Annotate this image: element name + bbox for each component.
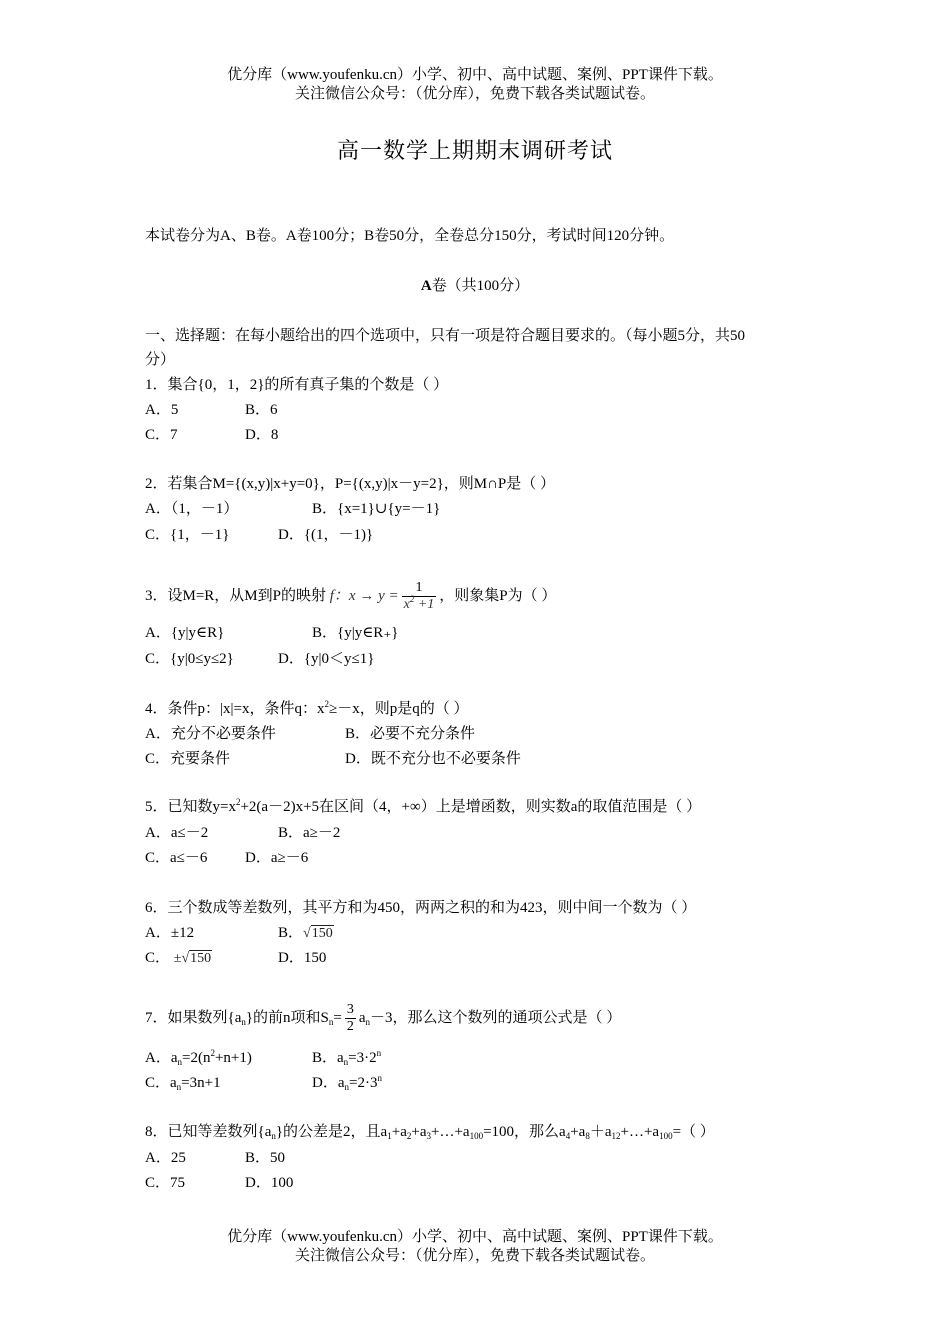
q7-a-sub: n <box>177 1057 182 1067</box>
q8-p1: 8．已知等差数列{a <box>145 1124 272 1140</box>
q1-option-c: C．7 <box>145 427 178 443</box>
q8-sub-3: 3 <box>426 1131 431 1141</box>
q2-option-b: B．{x=1}∪{y=－1} <box>312 501 441 517</box>
q5-option-a: A．a≤－2 <box>145 825 209 841</box>
q2-option-c: C．{1，－1} <box>145 527 230 543</box>
q8-plus-4: ＋a <box>589 1124 612 1140</box>
part1-instructions-line1: 一、选择题：在每小题给出的四个选项中，只有一项是符合题目要求的。（每小题5分，共50 <box>145 328 746 344</box>
q7-fraction <box>345 1002 356 1035</box>
q5-stem <box>145 797 701 817</box>
q7-option-d <box>312 1073 382 1093</box>
q4-stem <box>145 699 468 719</box>
q1-option-d: D．8 <box>245 427 279 443</box>
q7-a-mid: =2(n <box>182 1050 211 1066</box>
q6-option-c-radicand: 150 <box>190 951 212 966</box>
q7-fraction-denominator: 2 <box>346 1019 354 1035</box>
q8-dots-2: +…+a <box>620 1124 660 1140</box>
q3-stem-pre: 3．设M=R，从M到P的映射 <box>145 588 326 604</box>
q7-stem-p2: }的前n项和S <box>245 1010 329 1026</box>
q3-option-c: C．{y|0≤y≤2} <box>145 651 234 667</box>
q6-option-c <box>145 948 212 969</box>
q2-option-a: A．（1，－1） <box>145 501 239 517</box>
q7-option-a <box>145 1048 252 1068</box>
q8-sub-100a: 100 <box>469 1131 484 1141</box>
q3-option-b: B．{y|y∈R₊} <box>312 625 399 641</box>
q8-sub-4: 4 <box>565 1131 571 1141</box>
q4-option-d: D．既不充分也不必要条件 <box>345 751 521 767</box>
q6-option-a: A．±12 <box>145 925 195 941</box>
q1-stem: 1．集合{0，1，2}的所有真子集的个数是（ ） <box>145 377 449 393</box>
q7-b-mid: =3·2 <box>348 1050 377 1066</box>
q7-b-sub: n <box>343 1057 349 1067</box>
q7-d-sub: n <box>344 1082 349 1092</box>
section-a-heading <box>0 276 950 296</box>
q6-stem: 6．三个数成等差数列，其平方和为450，两两之积的和为423，则中间一个数为（ ） <box>145 900 697 916</box>
q7-option-b <box>312 1048 381 1068</box>
q2-stem: 2．若集合M={(x,y)|x+y=0}，P={(x,y)|x－y=2}，则M∩P是（ ） <box>145 476 556 492</box>
header-line-1: 优分库（www.youfenku.cn）小学、初中、高中试题、案例、PPT课件下载。 <box>227 67 723 83</box>
q3-fraction <box>402 580 437 613</box>
section-a-bold: A <box>420 278 432 294</box>
q8-dots-1: +…+a <box>431 1124 470 1140</box>
q8-sub-2: 2 <box>406 1131 412 1141</box>
q5-stem-p1: 5．已知数y=x <box>145 799 236 815</box>
q8-sub-100b: 100 <box>659 1131 673 1141</box>
q3-f-symbol: f <box>329 588 334 604</box>
q5-stem-sup: 2 <box>235 797 241 807</box>
header-line-2: 关注微信公众号：（优分库），免费下载各类试题试卷。 <box>294 86 655 102</box>
q4-stem-sup: 2 <box>324 699 329 709</box>
q7-a-pre: A．a <box>145 1050 178 1066</box>
q8-sub-12: 12 <box>611 1131 621 1141</box>
q6-option-c-label: C． <box>145 950 171 966</box>
q6-option-b-label: B． <box>278 925 304 941</box>
q8-plus-1: + <box>391 1124 401 1140</box>
q8-option-a: A．25 <box>145 1150 186 1166</box>
q1-option-a: A．5 <box>145 402 179 418</box>
q8-p2: }的公差是2，且a <box>275 1124 388 1140</box>
q7-stem-sub3: n <box>365 1017 371 1027</box>
q6-option-c-sqrt: ±√150 <box>173 951 212 966</box>
q8-plus-3: + <box>570 1124 579 1140</box>
q7-b-pre: B．a <box>312 1050 344 1066</box>
q7-a-sup: 2 <box>210 1048 215 1058</box>
q7-stem-p5: －3，那么这个数列的通项公式是（ ） <box>370 1010 622 1026</box>
q7-option-c <box>145 1073 221 1093</box>
q7-c-pre: C．a <box>145 1075 177 1091</box>
q7-d-sup: n <box>377 1073 382 1083</box>
part1-instructions-line2: 分） <box>145 352 176 368</box>
q8-eq100: =100，那么a <box>483 1124 566 1140</box>
q7-d-pre: D．a <box>312 1075 345 1091</box>
section-a-rest: 卷（共100分） <box>431 278 530 294</box>
q8-option-c: C．75 <box>145 1175 186 1191</box>
q3-den-rest: +1 <box>417 597 435 613</box>
q8-sub-1: 1 <box>387 1131 392 1141</box>
q7-a-post: +n+1) <box>214 1050 252 1066</box>
q4-stem-p1: 4．条件p：|x|=x，条件q：x <box>145 701 325 717</box>
intro-text: 本试卷分为A、B卷。A卷100分；B卷50分，全卷总分150分，考试时间120分钟。 <box>145 228 675 244</box>
q7-c-sub: n <box>176 1082 182 1092</box>
q5-option-b: B．a≥－2 <box>278 825 341 841</box>
q7-stem-p1: 7．如果数列{a <box>145 1010 242 1026</box>
q7-stem-sub1: n <box>241 1017 246 1027</box>
q6-option-b <box>278 923 334 944</box>
q8-option-b: B．50 <box>245 1150 286 1166</box>
q3-stem <box>145 576 556 616</box>
q8-sub-8: 8 <box>585 1131 590 1141</box>
q4-option-c: C．充要条件 <box>145 751 231 767</box>
footer-line-1: 优分库（www.youfenku.cn）小学、初中、高中试题、案例、PPT课件下载。 <box>227 1229 723 1245</box>
q7-stem-p4: a <box>358 1010 366 1026</box>
q6-option-b-sqrt: √150 <box>303 926 333 941</box>
q8-option-d: D．100 <box>245 1175 294 1191</box>
q7-d-mid: =2·3 <box>349 1075 378 1091</box>
q8-sub-n: n <box>271 1131 276 1141</box>
q6-option-c-pm: ± <box>173 951 182 966</box>
q3-option-d: D．{y|0＜y≤1} <box>278 651 375 667</box>
q4-option-b: B．必要不充分条件 <box>345 726 476 742</box>
q7-b-sup: n <box>376 1048 382 1058</box>
page-title: 高一数学上期期末调研考试 <box>336 138 613 163</box>
q1-option-b: B．6 <box>245 402 278 418</box>
footer-line-2: 关注微信公众号：（优分库），免费下载各类试题试卷。 <box>294 1248 655 1264</box>
q7-stem-p3: = <box>333 1010 342 1026</box>
q3-fraction-denominator <box>402 594 437 613</box>
q5-option-d: D．a≥－6 <box>245 850 309 866</box>
q3-den-x: x <box>403 597 410 613</box>
q7-stem-sub2: n <box>328 1017 334 1027</box>
q8-stem: 8．已知等差数列$\{a_n\}$的公差是2，且$a_1+a_2+a_3+\dots+a_{100}=100$，那么$a_4+a_8+a_{12}+\dots+a_{100}=$（ ） <box>145 1124 715 1141</box>
q7-c-mid: =3n+1 <box>181 1075 221 1091</box>
q8-tail: =（ ） <box>672 1124 715 1140</box>
q3-option-a: A．{y|y∈R} <box>145 625 225 641</box>
q3-stem-post: ，则象集P为（ ） <box>439 588 557 604</box>
q7-stem <box>145 998 621 1038</box>
q6-option-d: D．150 <box>278 950 327 966</box>
q3-den-sup: 2 <box>409 594 415 605</box>
q7-fraction-numerator: 3 <box>346 1002 354 1018</box>
q4-option-a: A．充分不必要条件 <box>145 726 276 742</box>
q6-option-b-radicand: 150 <box>311 926 333 941</box>
q2-option-d: D．{(1，－1)} <box>278 527 374 543</box>
q3-fraction-numerator: 1 <box>402 580 437 597</box>
q4-stem-p2: ≥－x，则p是q的（ ） <box>328 701 469 717</box>
q8-plus-2: + <box>411 1124 420 1140</box>
q5-stem-p2: +2(a－2)x+5在区间（4，+∞）上是增函数，则实数a的取值范围是（ ） <box>240 799 702 815</box>
q3-mapping: ：x → y = <box>333 588 399 604</box>
q5-option-c: C．a≤－6 <box>145 850 208 866</box>
